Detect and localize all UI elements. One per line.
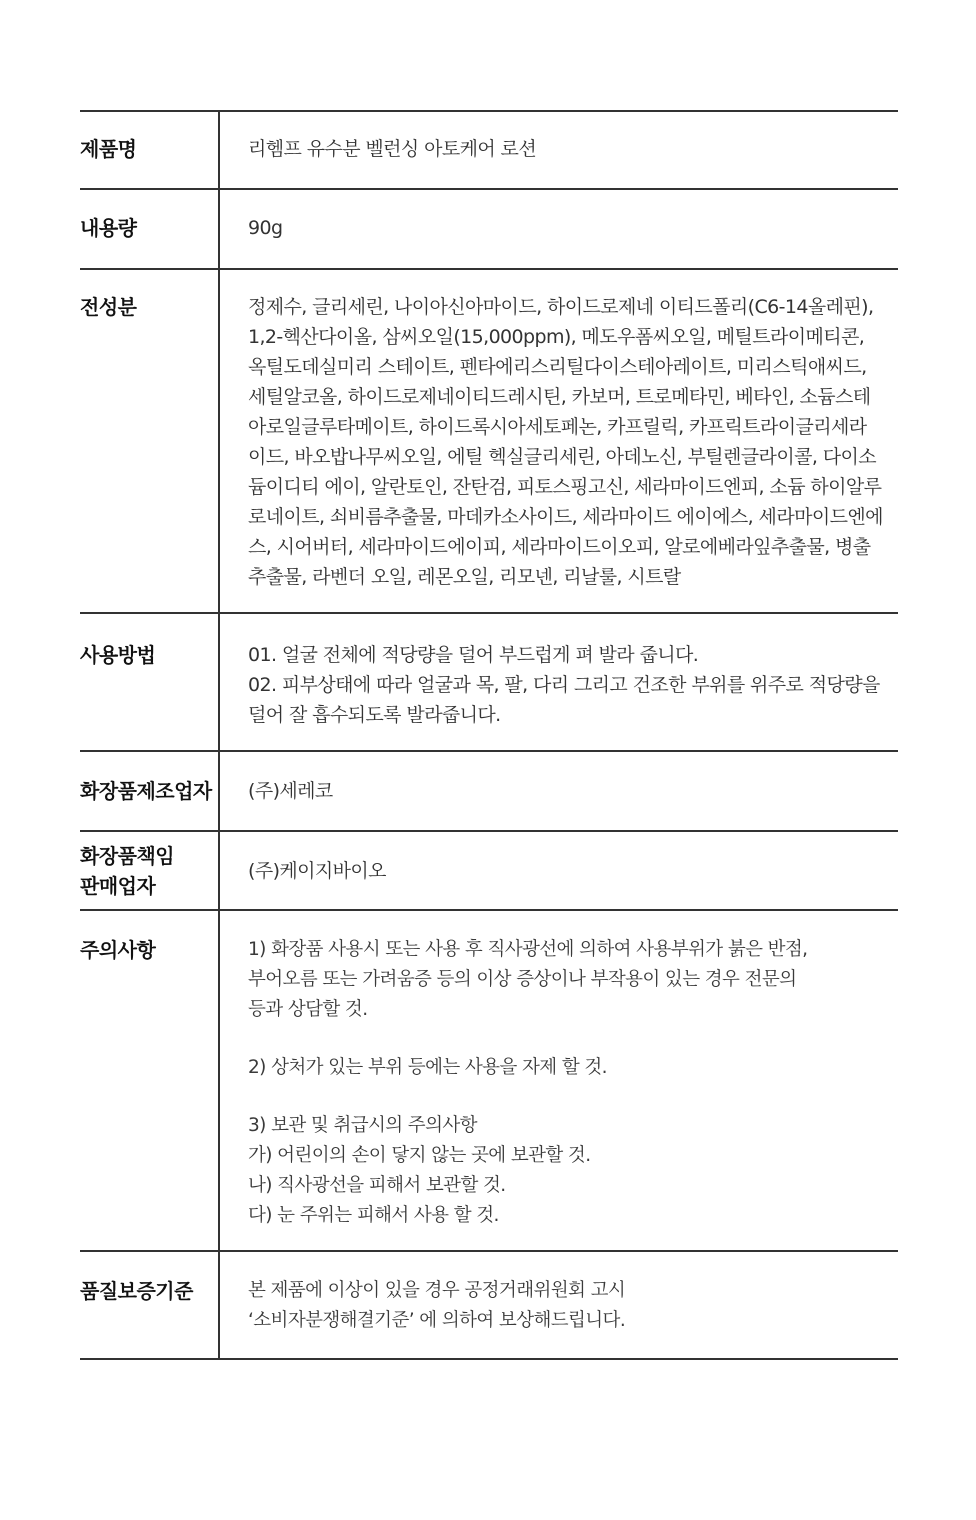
caution-line: 가) 어린이의 손이 닿지 않는 곳에 보관할 것. bbox=[248, 1145, 591, 1166]
ingredients-line: 스, 시어버터, 세라마이드에이피, 세라마이드이오피, 알로에베라잎추출물, 병출 bbox=[248, 536, 871, 558]
row-seller bbox=[80, 832, 898, 911]
label-seller-line1: 화장품책임 bbox=[80, 844, 175, 868]
caution-line: 등과 상담할 것. bbox=[248, 999, 368, 1020]
caution-line: 나) 직사광선을 피해서 보관할 것. bbox=[248, 1175, 506, 1196]
ingredients-line: 정제수, 글리세린, 나이아신아마이드, 하이드로제네 이티드폴리(C6-14올레핀), bbox=[248, 296, 874, 318]
ingredients-line: 듐이디티 에이, 알란토인, 잔탄검, 피토스핑고신, 세라마이드엔피, 소듐 하이알루 bbox=[248, 476, 882, 498]
caution-spacer bbox=[248, 1083, 898, 1111]
ingredients-line: 로네이트, 쇠비름추출물, 마데카소사이드, 세라마이드 에이에스, 세라마이드엔에 bbox=[248, 506, 883, 528]
label-ingredients: 전성분 bbox=[80, 270, 220, 612]
caution-line: 1) 화장품 사용시 또는 사용 후 직사광선에 의하여 사용부위가 붉은 반점, bbox=[248, 939, 808, 960]
row-quality bbox=[80, 1252, 898, 1360]
row-product-name bbox=[80, 112, 898, 190]
label-manufacturer: 화장품제조업자 bbox=[80, 752, 220, 830]
quality-line: ‘소비자분쟁해결기준’ 에 의하여 보상해드립니다. bbox=[248, 1310, 626, 1331]
value-usage bbox=[220, 614, 898, 750]
row-volume bbox=[80, 190, 898, 270]
value-product-name: 리헴프 유수분 벨런싱 아토케어 로션 bbox=[248, 138, 537, 160]
ingredients-line: 추출물, 라벤더 오일, 레몬오일, 리모넨, 리날룰, 시트랄 bbox=[248, 566, 681, 588]
value-ingredients bbox=[220, 270, 898, 612]
usage-line: 02. 피부상태에 따라 얼굴과 목, 팔, 다리 그리고 건조한 부위를 위주로 적당량을 bbox=[248, 674, 880, 696]
quality-line: 본 제품에 이상이 있을 경우 공정거래위원회 고시 bbox=[248, 1280, 626, 1301]
label-seller-line2: 판매업자 bbox=[80, 874, 156, 898]
product-info-table bbox=[80, 110, 898, 1360]
usage-line: 덜어 잘 흡수되도록 발라줍니다. bbox=[248, 704, 501, 726]
label-caution: 주의사항 bbox=[80, 911, 220, 1250]
row-usage bbox=[80, 614, 898, 752]
row-caution bbox=[80, 911, 898, 1252]
label-product-name: 제품명 bbox=[80, 112, 220, 188]
caution-spacer bbox=[248, 1025, 898, 1053]
value-seller: (주)케이지바이오 bbox=[248, 860, 386, 882]
label-quality: 품질보증기준 bbox=[80, 1252, 220, 1358]
ingredients-line: 이드, 바오밥나무씨오일, 에틸 헥실글리세린, 아데노신, 부틸렌글라이콜, 다이소 bbox=[248, 446, 876, 468]
usage-line: 01. 얼굴 전체에 적당량을 덜어 부드럽게 펴 발라 줍니다. bbox=[248, 644, 699, 666]
label-seller bbox=[80, 832, 220, 909]
caution-line: 3) 보관 및 취급시의 주의사항 bbox=[248, 1115, 477, 1136]
value-quality bbox=[220, 1252, 898, 1358]
ingredients-line: 옥틸도데실미리 스테이트, 펜타에리스리틸다이스테아레이트, 미리스틱애씨드, bbox=[248, 356, 867, 378]
label-volume: 내용량 bbox=[80, 190, 220, 268]
caution-line: 부어오름 또는 가려움증 등의 이상 증상이나 부작용이 있는 경우 전문의 bbox=[248, 969, 797, 990]
caution-line: 다) 눈 주위는 피해서 사용 할 것. bbox=[248, 1205, 499, 1226]
row-ingredients bbox=[80, 270, 898, 614]
ingredients-line: 1,2-헥산다이올, 삼씨오일(15,000ppm), 메도우폼씨오일, 메틸트라이메티콘, bbox=[248, 326, 865, 348]
caution-line: 2) 상처가 있는 부위 등에는 사용을 자제 할 것. bbox=[248, 1057, 607, 1078]
ingredients-line: 세틸알코올, 하이드로제네이티드레시틴, 카보머, 트로메타민, 베타인, 소듐스테 bbox=[248, 386, 871, 408]
value-manufacturer: (주)세레코 bbox=[248, 780, 333, 802]
label-usage: 사용방법 bbox=[80, 614, 220, 750]
value-volume: 90g bbox=[248, 217, 283, 239]
value-caution bbox=[220, 911, 898, 1250]
ingredients-line: 아로일글루타메이트, 하이드록시아세토페논, 카프릴릭, 카프릭트라이글리세라 bbox=[248, 416, 867, 438]
row-manufacturer bbox=[80, 752, 898, 832]
